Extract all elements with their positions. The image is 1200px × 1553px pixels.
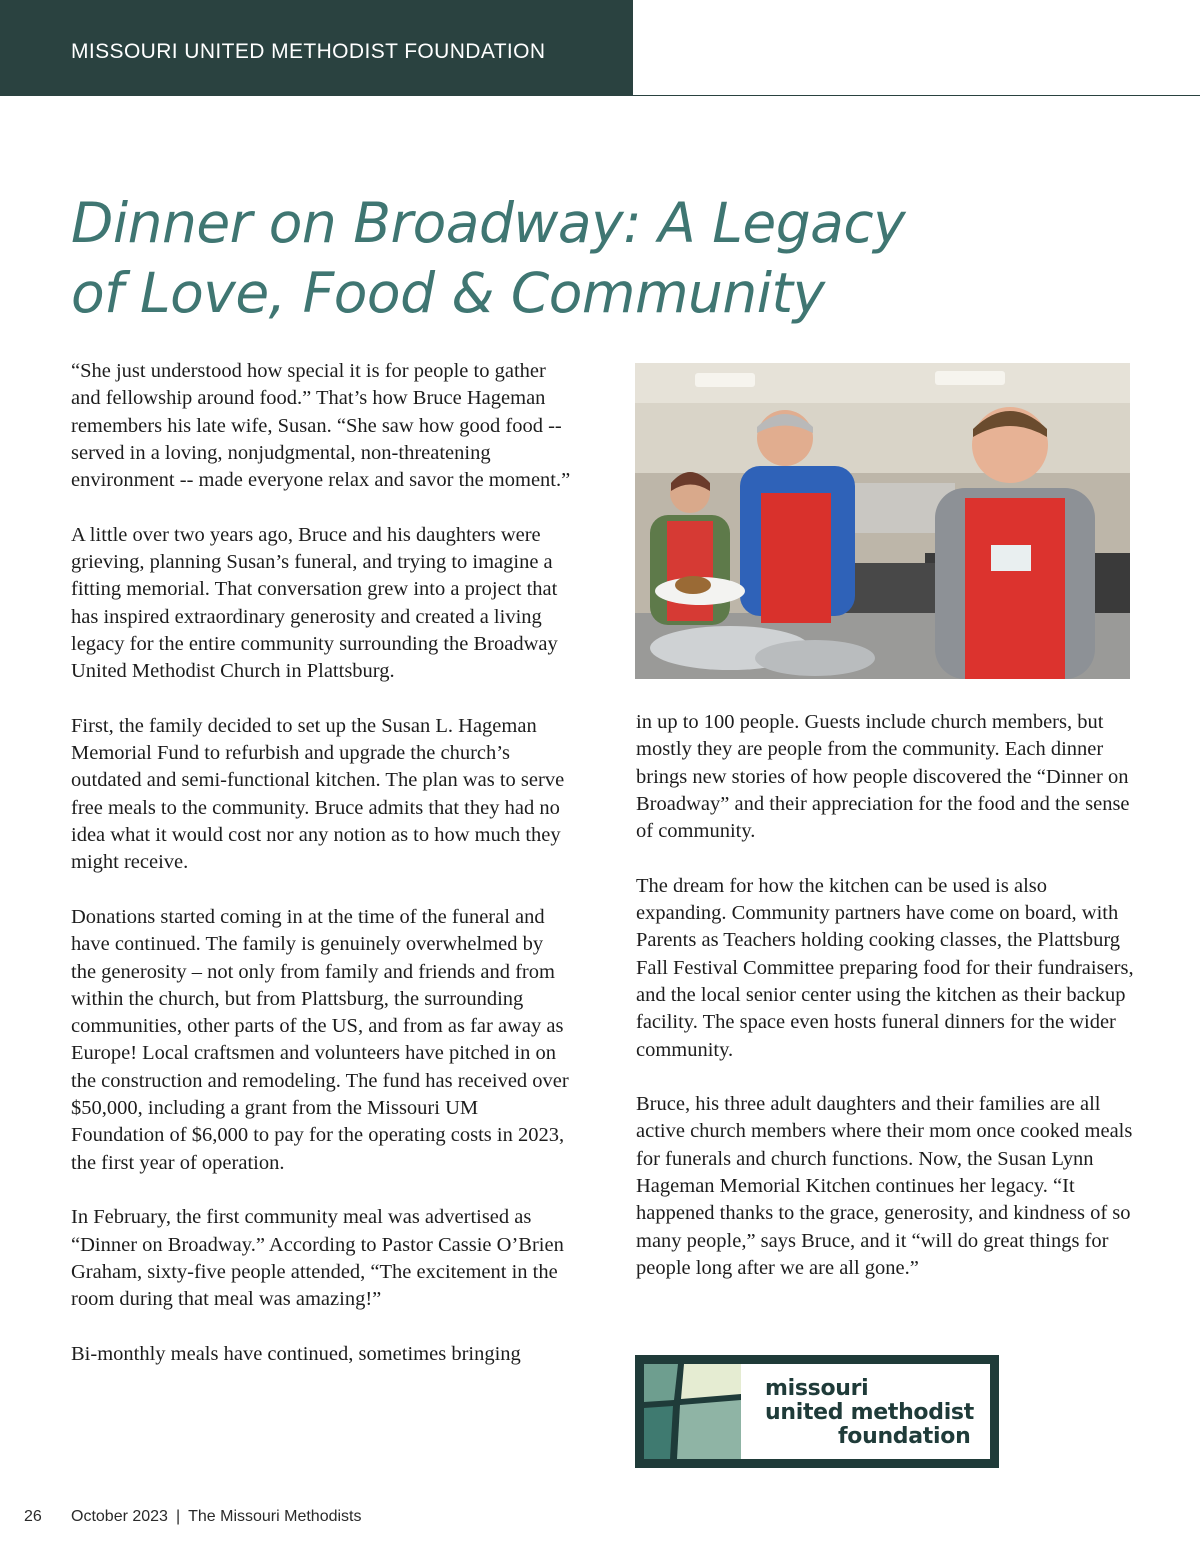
paragraph: Donations started coming in at the time of the funeral and have continued. The family is genuinely overwhelmed by the generosity – not only from family and friends and from within the church, but from Plattsburg, the surrounding communities, other parts of the US, and from as far away as Europe! Local craftsmen and volunteers have pitched in on the construction and remodeling. The fund has received over $50,000, including a grant from the Missouri UM Foundation of $6,000 to pay for the operating costs in 2023, the first year of operation.: [71, 905, 569, 1174]
foundation-logo: [635, 1355, 999, 1468]
paragraph: in up to 100 people. Guests include church members, but mostly they are people from the community. Each dinner brings new stories of how people discovered the “Dinner on Broadway” and their appreciation for the food and the sense of community.: [636, 711, 1130, 843]
paragraph: Bruce, his three adult daughters and their families are all active church members where their mom once cooked meals for funerals and church functions. Now, the Susan Lynn Hageman Memorial Kitchen continues her legacy. “It happened thanks to the grace, generosity, and kindness of so many people,” says Bruce, and it “will do great things for people long after we are all gone.”: [636, 1093, 1133, 1279]
logo-line-1: missouri: [765, 1376, 869, 1401]
paragraph: “She just understood how special it is for people to gather and fellowship around food.” That’s how Bruce Hageman remembers his late wife, Susan. “She saw how good food -- served in a loving, nonjudgmental, non-threatening environment -- made everyone relax and savor the moment.”: [71, 360, 571, 492]
header-rule: [633, 95, 1200, 96]
logo-line-2: united methodist: [765, 1400, 974, 1425]
left-column: [71, 358, 571, 1395]
footer-separator: |: [175, 1508, 181, 1525]
header-label: MISSOURI UNITED METHODIST FOUNDATION: [71, 40, 546, 63]
kitchen-volunteers-photo: [635, 363, 1130, 679]
footer-citation: [71, 1508, 362, 1526]
paragraph: In February, the first community meal was advertised as “Dinner on Broadway.” According to Pastor Cassie O’Brien Graham, sixty-five people attended, “The excitement in the room during that meal was amazing!”: [71, 1206, 564, 1311]
logo-line-3: foundation: [838, 1424, 971, 1449]
paragraph: First, the family decided to set up the Susan L. Hageman Memorial Fund to refurbish and upgrade the church’s outdated and semi-functional kitchen. The plan was to serve free meals to the community. Bruce admits that they had no idea what it would cost nor any notion as to how much they might receive.: [71, 714, 565, 874]
footer-publication: The Missouri Methodists: [188, 1508, 362, 1525]
header-bar: [0, 0, 633, 96]
title-line-2: of Love, Food & Community: [71, 261, 825, 325]
page-number: 26: [24, 1508, 42, 1525]
paragraph: The dream for how the kitchen can be used is also expanding. Community partners have come on board, with Parents as Teachers holding cooking classes, the Plattsburg Fall Festival Committee preparing food for their fundraisers, and the local senior center using the kitchen as their backup facility. The space even hosts funeral dinners for the wider community.: [636, 874, 1134, 1061]
article-title: [71, 188, 971, 328]
title-line-1: Dinner on Broadway: A Legacy: [71, 191, 906, 255]
paragraph: Bi-monthly meals have continued, sometimes bringing: [71, 1342, 521, 1365]
footer-issue: October 2023: [71, 1508, 168, 1525]
photo-illustration: [635, 363, 1130, 679]
logo-cross-icon: [644, 1364, 741, 1459]
paragraph: A little over two years ago, Bruce and his daughters were grieving, planning Susan’s funeral, and trying to imagine a fitting memorial. That conversation grew into a project that has inspired extraordinary generosity and created a living legacy for the entire community surrounding the Broadway United Methodist Church in Plattsburg.: [71, 523, 558, 683]
right-column: [636, 709, 1136, 1310]
